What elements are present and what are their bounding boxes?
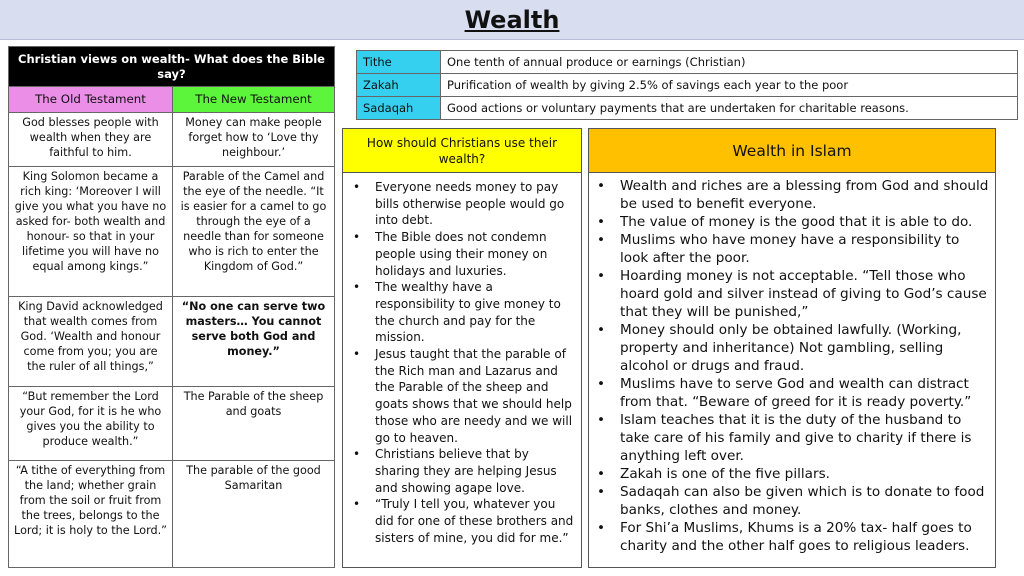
definition-term: Tithe [357,51,441,74]
old-testament-cell: King Solomon became a rich king: ‘Moreover I will give you what you have no asked for- both wealth and honour- so that in your lifetime you will have no equal among kings.” [9,167,173,297]
page-title: Wealth [464,5,560,34]
definitions-table [356,50,1018,120]
list-item: • The Bible does not condemn people using their money on holidays and luxuries. [351,229,575,279]
list-item: • Wealth and riches are a blessing from God and should be used to benefit everyone. [593,177,991,213]
list-item: • Money should only be obtained lawfully. (Working, property and inheritance) Not gambling, selling alcohol or drugs and fraud. [593,321,991,375]
list-item: • The value of money is the good that it is able to do. [593,213,991,231]
list-item: • Zakah is one of the five pillars. [593,465,991,483]
table-row [9,297,335,387]
new-testament-cell: The parable of the good Samaritan [173,461,335,568]
old-testament-header: The Old Testament [9,87,173,113]
christian-box-heading: How should Christians use their wealth? [343,129,581,173]
definition-text: Purification of wealth by giving 2.5% of savings each year to the poor [441,74,1018,97]
definition-term: Sadaqah [357,97,441,120]
table-row [357,97,1018,120]
list-item: • Hoarding money is not acceptable. “Tell those who hoard gold and silver instead of giving to God’s cause that they will be punished,” [593,267,991,321]
list-item: • Jesus taught that the parable of the Rich man and Lazarus and the Parable of the sheep and goats shows that we should help those who are needy and we will go to heaven. [351,346,575,446]
list-item: • Muslims have to serve God and wealth can distract from that. “Beware of greed for it is ready poverty.” [593,375,991,411]
list-item: • Muslims who have money have a responsibility to look after the poor. [593,231,991,267]
list-item: • Christians believe that by sharing they are helping Jesus and showing agape love. [351,446,575,496]
bible-quote: “No one can serve two masters… You cannot serve both God and money.” [181,300,326,358]
list-item: • “Truly I tell you, whatever you did for one of these brothers and sisters of mine, you did for me.” [351,496,575,546]
old-testament-cell: King David acknowledged that wealth comes from God. ‘Wealth and honour come from you; you are the ruler of all things,” [9,297,173,387]
list-item: • The wealthy have a responsibility to give money to the church and pay for the mission. [351,279,575,346]
table-row [357,74,1018,97]
list-item: • Sadaqah can also be given which is to donate to food banks, clothes and money. [593,483,991,519]
new-testament-header: The New Testament [173,87,335,113]
definition-text: Good actions or voluntary payments that are undertaken for charitable reasons. [441,97,1018,120]
table-row [9,167,335,297]
islam-box-heading: Wealth in Islam [589,129,995,173]
definition-term: Zakah [357,74,441,97]
title-bar [0,0,1024,40]
islam-wealth-box [588,128,996,568]
christian-wealth-box [342,128,582,568]
new-testament-cell: The Parable of the sheep and goats [173,387,335,461]
list-item: • Islam teaches that it is the duty of the husband to take care of his family and give to charity if there is anything left over. [593,411,991,465]
old-testament-cell: “But remember the Lord your God, for it is he who gives you the ability to produce wealth.” [9,387,173,461]
islam-points-list [589,173,995,555]
list-item: • Everyone needs money to pay bills otherwise people would go into debt. [351,179,575,229]
table-row [357,51,1018,74]
christian-points-list [343,173,581,546]
definition-text: One tenth of annual produce or earnings (Christian) [441,51,1018,74]
bible-views-table [8,46,335,568]
bible-table-heading: Christian views on wealth- What does the Bible say? [9,47,335,87]
new-testament-cell: Parable of the Camel and the eye of the needle. “It is easier for a camel to go through the eye of a needle than for someone who is rich to enter the Kingdom of God.” [173,167,335,297]
list-item: • For Shi’a Muslims, Khums is a 20% tax- half goes to charity and the other half goes to religious leaders. [593,519,991,555]
old-testament-cell: “A tithe of everything from the land; whether grain from the soil or fruit from the trees, belongs to the Lord; it is holy to the Lord.” [9,461,173,568]
table-row [9,461,335,568]
table-row [9,387,335,461]
old-testament-cell: God blesses people with wealth when they are faithful to him. [9,113,173,167]
new-testament-cell [173,297,335,387]
table-row [9,113,335,167]
new-testament-cell: Money can make people forget how to ‘Love thy neighbour.’ [173,113,335,167]
